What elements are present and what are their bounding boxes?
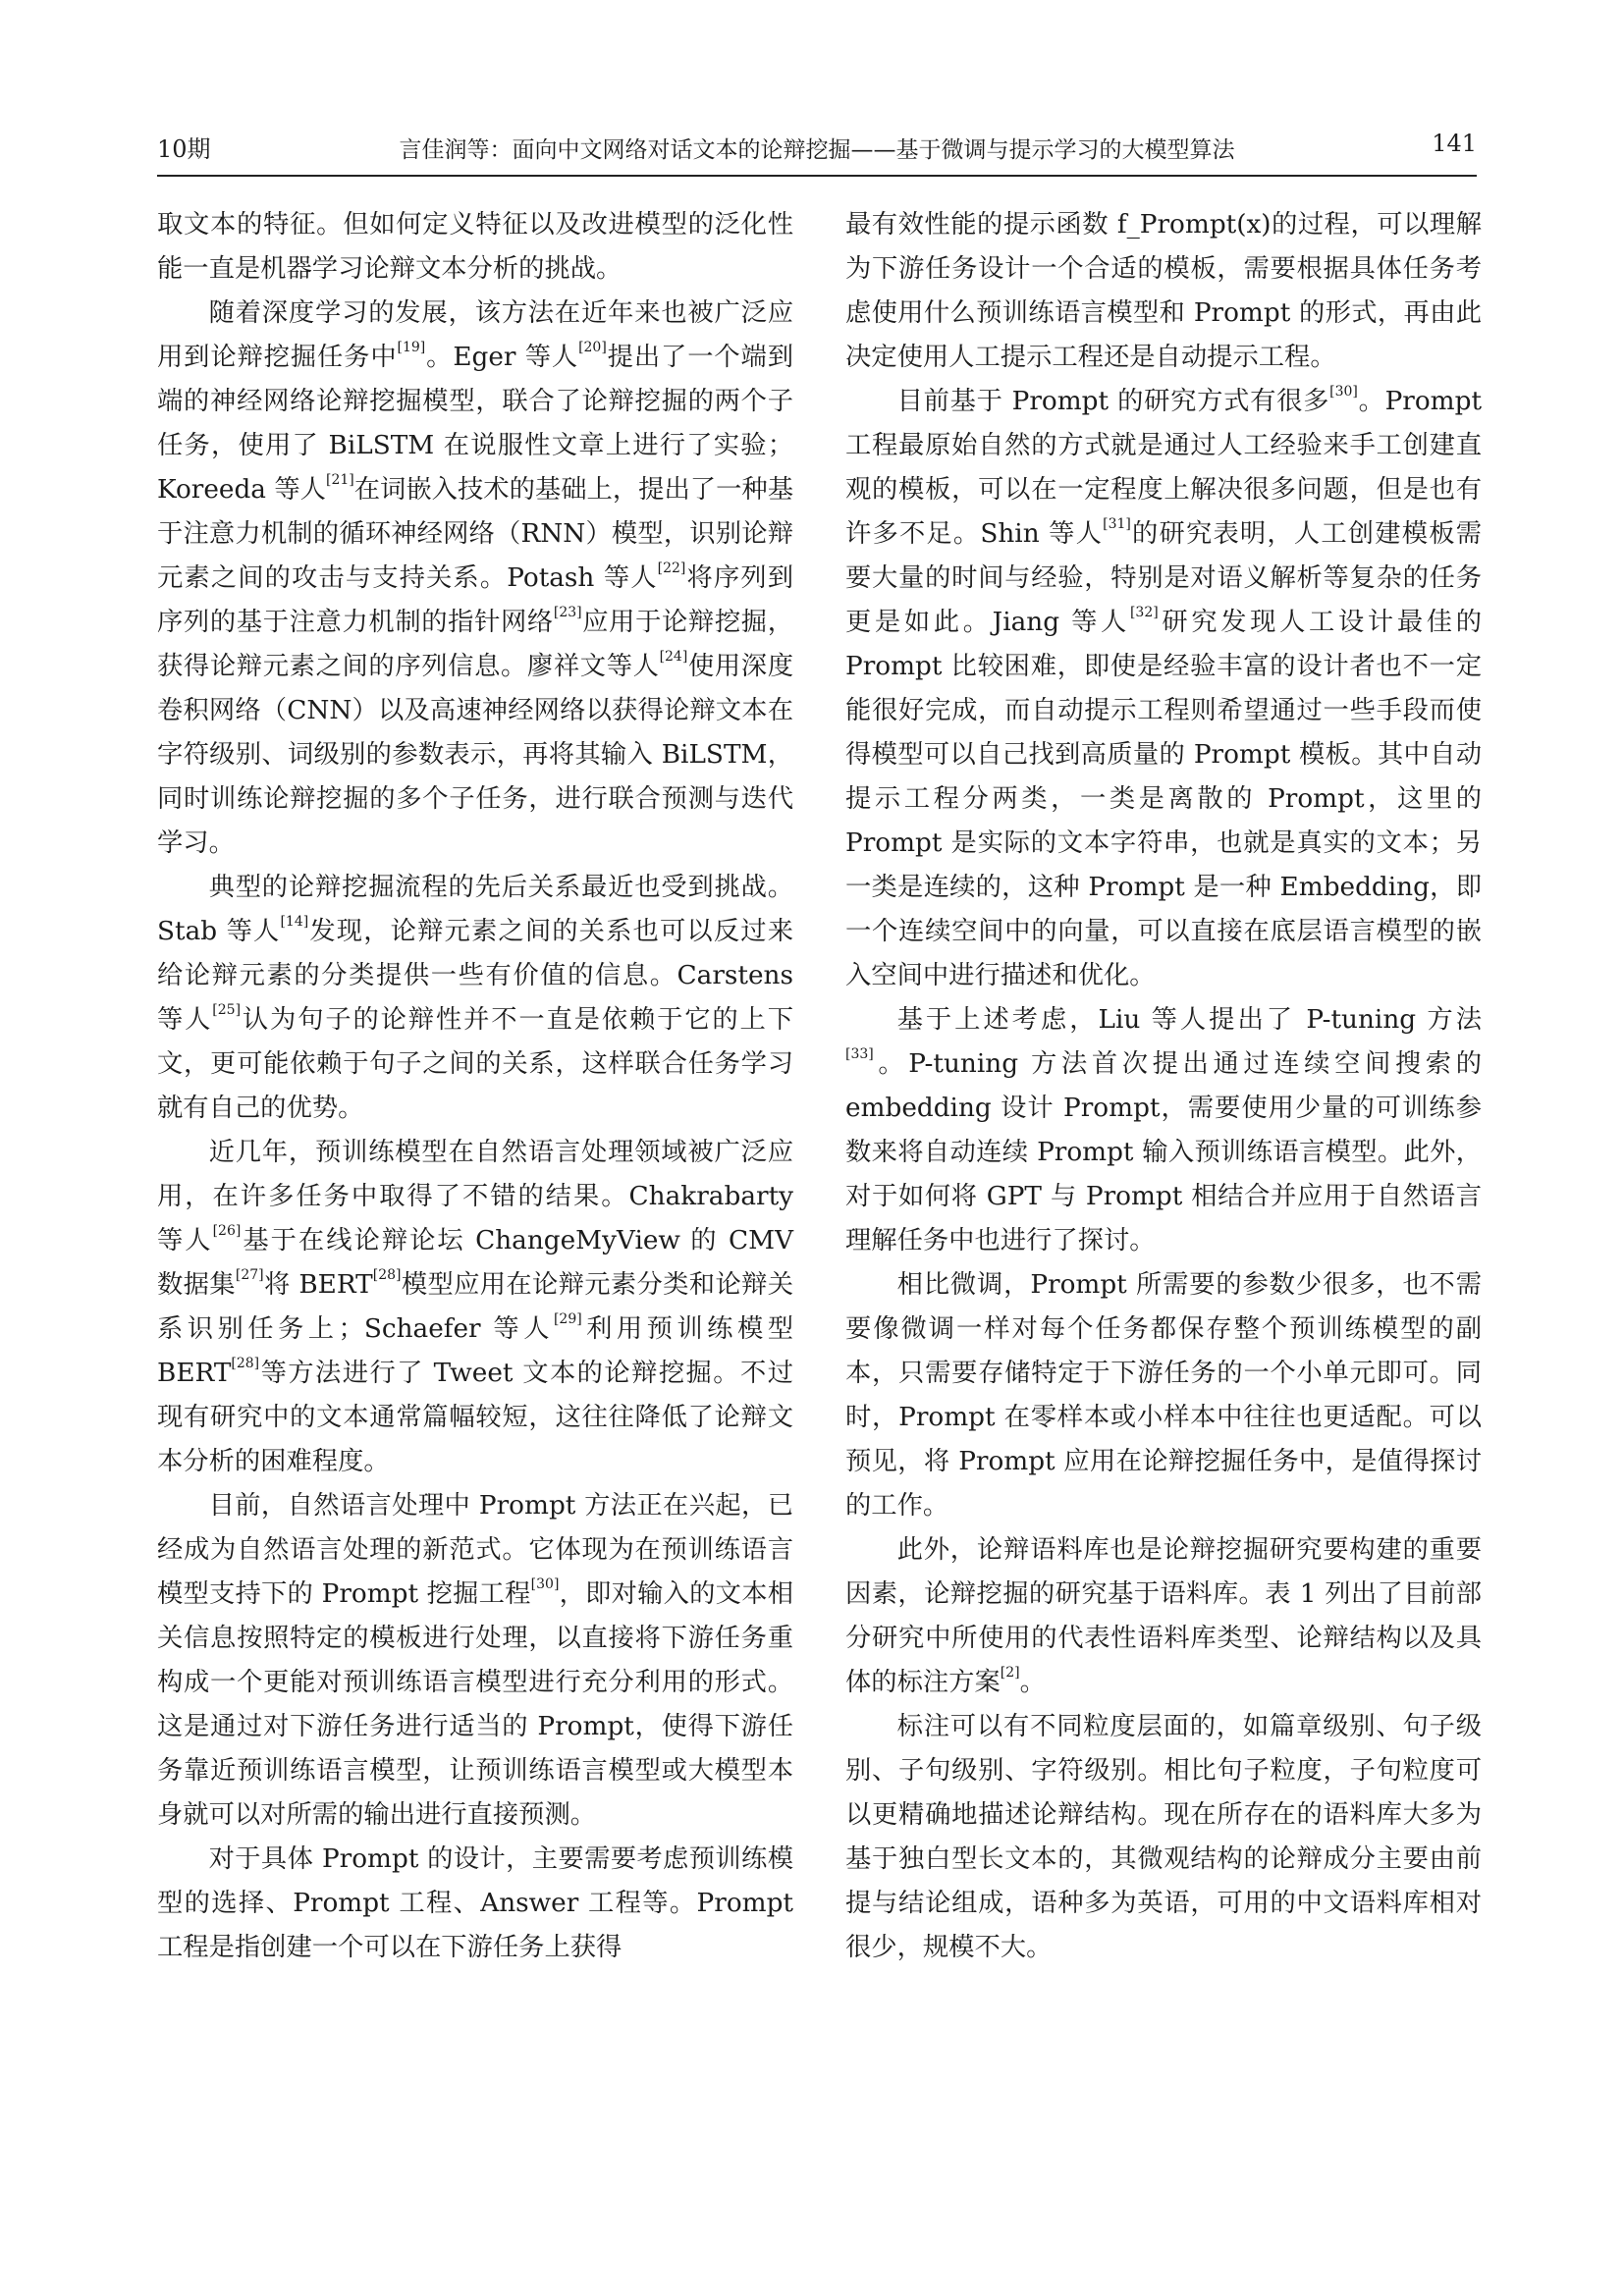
right-column [845, 203, 1482, 1970]
citation-ref: [24] [659, 649, 688, 665]
running-header [157, 126, 1477, 177]
paragraph-text: 近几年，预训练模型在自然语言处理领域被广泛应用，在许多任务中取得了不错的结果。Chakrabarty 等人 [157, 1138, 793, 1255]
paragraph-text: 将序列到序列的基于注意力机制的指针网络 [157, 563, 793, 637]
paragraph-text: 基于在线论辩论坛 ChangeMyView 的 CMV 数据集 [157, 1226, 793, 1300]
citation-ref: [30] [1329, 384, 1358, 400]
paragraph-text: 。 [1019, 1668, 1046, 1697]
paragraph-text: 此外，论辩语料库也是论辩挖掘研究要构建的重要因素，论辩挖掘的研究基于语料库。表 1 列出了目前部分研究中所使用的代表性语料库类型、论辩结构以及具体的标注方案 [845, 1535, 1482, 1697]
citation-ref: [22] [657, 561, 686, 576]
citation-ref: [2] [1000, 1665, 1020, 1681]
paragraph [845, 203, 1482, 380]
paragraph-text: 。P-tuning 方法首次提出通过连续空间搜索的 embedding 设计 Prompt，需要使用少量的可训练参数来将自动连续 Prompt 输入预训练语言模型。此外，对于如何将 GPT 与 Prompt 相结合并应用于自然语言理解任务中也进行了探讨。 [845, 1049, 1482, 1255]
paragraph-text: 等方法进行了 Tweet 文本的论辩挖掘。不过现有研究中的文本通常篇幅较短，这往往降低了论辩文本分析的困难程度。 [157, 1359, 793, 1476]
paragraph-text: 基于上述考虑，Liu 等人提出了 P-tuning 方法 [896, 1005, 1482, 1035]
citation-ref: [23] [553, 605, 582, 620]
left-column [157, 203, 793, 1970]
paragraph-text: 典型的论辩挖掘流程的先后关系最近也受到挑战。Stab 等人 [157, 873, 793, 946]
paragraph [845, 1705, 1482, 1970]
paragraph-text: 随着深度学习的发展，该方法在近年来也被广泛应用到论辩挖掘任务中 [157, 298, 793, 372]
paragraph-text: 使用深度卷积网络（CNN）以及高速神经网络以获得论辩文本在字符级别、词级别的参数表示，再将其输入 BiLSTM，同时训练论辩挖掘的多个子任务，进行联合预测与迭代学习。 [157, 652, 794, 858]
paragraph [157, 1131, 793, 1484]
citation-ref: [29] [553, 1311, 582, 1327]
paragraph-text: 提出了一个端到端的神经网络论辩挖掘模型，联合了论辩挖掘的两个子任务，使用了 BiLSTM 在说服性文章上进行了实验；Koreeda 等人 [157, 343, 794, 505]
paragraph-text: 发现，论辩元素之间的关系也可以反过来给论辩元素的分类提供一些有价值的信息。Carstens 等人 [157, 917, 794, 1035]
paragraph-text: 在词嵌入技术的基础上，提出了一种基于注意力机制的循环神经网络（RNN）模型，识别论辩元素之间的攻击与支持关系。Potash 等人 [157, 475, 794, 593]
paragraph-text: ，即对输入的文本相关信息按照特定的模板进行处理，以直接将下游任务重构成一个更能对预训练语言模型进行充分利用的形式。这是通过对下游任务进行适当的 Prompt，使得下游任务靠近预训练语言模型，让预训练语言模型或大模型本身就可以对所需的输出进行直接预测。 [157, 1579, 794, 1830]
paragraph-text: 标注可以有不同粒度层面的，如篇章级别、句子级别、子句级别、字符级别。相比句子粒度，子句粒度可以更精确地描述论辩结构。现在所存在的语料库大多为基于独白型长文本的，其微观结构的论辩成分主要由前提与结论组成，语种多为英语，可用的中文语料库相对很少，规模不大。 [845, 1712, 1482, 1962]
page-number: 141 [1432, 130, 1477, 157]
citation-ref: [33] [845, 1046, 874, 1062]
paragraph [157, 292, 793, 866]
paragraph-text: 相比微调，Prompt 所需要的参数少很多，也不需要像微调一样对每个任务都保存整个预训练模型的副本，只需要存储特定于下游任务的一个小单元即可。同时，Prompt 在零样本或小样本中往往也更适配。可以预见，将 Prompt 应用在论辩挖掘任务中，是值得探讨的工作。 [845, 1270, 1482, 1521]
paragraph [157, 1838, 793, 1970]
paragraph-text: 的研究表明，人工创建模板需要大量的时间与经验，特别是对语义解析等复杂的任务更是如此。Jiang 等人 [845, 519, 1482, 637]
paragraph [157, 203, 793, 292]
paragraph [845, 1263, 1482, 1528]
citation-ref: [20] [578, 340, 607, 355]
paragraph-text: 对于具体 Prompt 的设计，主要需要考虑预训练模型的选择、Prompt 工程、Answer 工程等。Prompt 工程是指创建一个可以在下游任务上获得 [157, 1844, 793, 1962]
citation-ref: [28] [231, 1356, 260, 1371]
running-title: 言佳润等：面向中文网络对话文本的论辩挖掘——基于微调与提示学习的大模型算法 [399, 137, 1235, 163]
citation-ref: [27] [235, 1267, 264, 1283]
paragraph [845, 380, 1482, 998]
paragraph [845, 998, 1482, 1263]
paragraph [157, 866, 793, 1131]
paragraph-text: 应用于论辩挖掘，获得论辩元素之间的序列信息。廖祥文等人 [157, 608, 794, 681]
paragraph-text: 利用预训练模型 BERT [157, 1314, 793, 1388]
paragraph-text: 取文本的特征。但如何定义特征以及改进模型的泛化性能一直是机器学习论辩文本分析的挑战。 [157, 210, 793, 284]
citation-ref: [26] [212, 1223, 242, 1239]
paragraph-text: 最有效性能的提示函数 f_Prompt(x)的过程，可以理解为下游任务设计一个合适的模板，需要根据具体任务考虑使用什么预训练语言模型和 Prompt 的形式，再由此决定使用人工提示工程还是自动提示工程。 [845, 210, 1482, 372]
issue-number: 10期 [157, 135, 211, 163]
citation-ref: [28] [372, 1267, 402, 1283]
citation-ref: [32] [1129, 605, 1159, 620]
citation-ref: [25] [212, 1002, 242, 1018]
citation-ref: [21] [325, 472, 354, 488]
citation-ref: [14] [280, 914, 309, 930]
paragraph-text: 研究发现人工设计最佳的 Prompt 比较困难，即使是经验丰富的设计者也不一定能很好完成，而自动提示工程则希望通过一些手段而使得模型可以自己找到高质量的 Prompt 模板。其中自动提示工程分两类，一类是离散的 Prompt，这里的 Prompt 是实际的文本字符串，也就是真实的文本；另一类是连续的，这种 Prompt 是一种 Embedding，即一个连续空间中的向量，可以直接在底层语言模型的嵌入空间中进行描述和优化。 [845, 608, 1482, 990]
citation-ref: [31] [1103, 516, 1131, 532]
paragraph [157, 1484, 793, 1838]
paragraph-text: 将 BERT [263, 1270, 373, 1300]
paragraph-text: 。Prompt 工程最原始自然的方式就是通过人工经验来手工创建直观的模板，可以在一定程度上解决很多问题，但是也有许多不足。Shin 等人 [845, 387, 1483, 549]
paragraph-text: 目前基于 Prompt 的研究方式有很多 [896, 387, 1330, 416]
paragraph-text: 目前，自然语言处理中 Prompt 方法正在兴起，已经成为自然语言处理的新范式。它体现为在预训练语言模型支持下的 Prompt 挖掘工程 [157, 1491, 793, 1609]
paragraph-text: 模型应用在论辩元素分类和论辩关系识别任务上；Schaefer 等人 [157, 1270, 794, 1344]
paragraph [845, 1528, 1482, 1705]
citation-ref: [19] [397, 340, 426, 355]
paragraph-text: 认为句子的论辩性并不一直是依赖于它的上下文，更可能依赖于句子之间的关系，这样联合任务学习就有自己的优势。 [157, 1005, 794, 1123]
citation-ref: [30] [530, 1576, 560, 1592]
paragraph-text: 。Eger 等人 [425, 343, 579, 372]
